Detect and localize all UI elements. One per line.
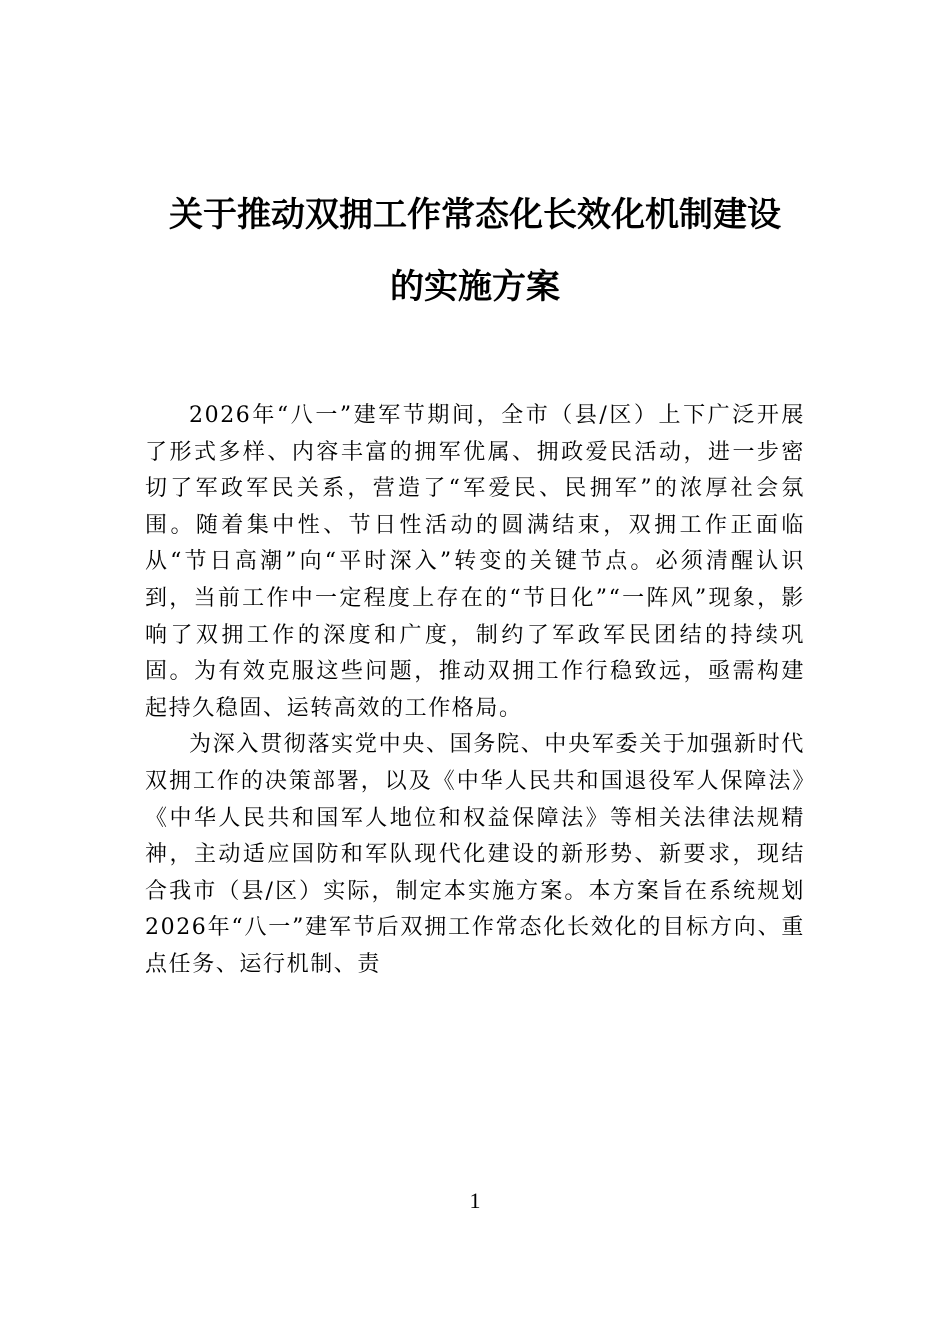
page-number: 1 — [469, 1188, 481, 1213]
document-title-line-2: 的实施方案 — [390, 267, 560, 307]
body-paragraph-2: 为深入贯彻落实党中央、国务院、中央军委关于加强新时代双拥工作的决策部署，以及《中华人民共和国退役军人保障法》《中华人民共和国军人地位和权益保障法》等相关法律法规精神，主动适应国防和军队现代化建设的新形势、新要求，现结合我市（县/区）实际，制定本实施方案。本方案旨在系统规划2026年“八一”建军节后双拥工作常态化长效化的目标方向、重点任务、运行机制、责 — [145, 732, 805, 977]
body-paragraph-1: 2026年“八一”建军节期间，全市（县/区）上下广泛开展了形式多样、内容丰富的拥军优属、拥政爱民活动，进一步密切了军政军民关系，营造了“军爱民、民拥军”的浓厚社会氛围。随着集中性、节日性活动的圆满结束，双拥工作正面临从“节日高潮”向“平时深入”转变的关键节点。必须清醒认识到，当前工作中一定程度上存在的“节日化”“一阵风”现象，影响了双拥工作的深度和广度，制约了军政军民团结的持续巩固。为有效克服这些问题，推动双拥工作行稳致远，亟需构建起持久稳固、运转高效的工作格局。 — [145, 403, 805, 721]
document-title-line-1: 关于推动双拥工作常态化长效化机制建设 — [169, 195, 781, 235]
document-body — [145, 398, 805, 984]
